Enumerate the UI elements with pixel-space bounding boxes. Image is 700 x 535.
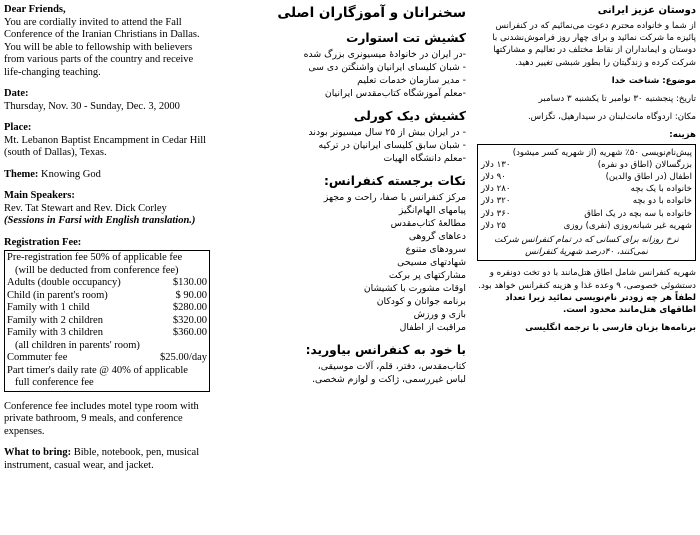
fee-row: خانواده با سه بچه در یک اطاق ۳۶۰ دلار: [481, 208, 692, 219]
bring-value: Bible, notebook, pen, musical instrument, casual wear, and jacket.: [4, 447, 200, 471]
farsi-place: مکان: اردوگاه مانت‌لبنان در سیدارهیل، تگزاس.: [527, 112, 696, 123]
highlights-title: نکات برجسته کنفرانس:: [324, 174, 466, 188]
farsi-date: تاریخ: پنجشنبه ۳۰ نوامبر تا یکشنبه ۳ دسامبر: [538, 94, 696, 105]
english-column: [4, 4, 210, 472]
bring-title: با خود به کنفرانس بیاورید:: [305, 343, 466, 357]
children-note: (all children in parents' room): [15, 339, 140, 351]
speakers-label: Main Speakers:: [4, 190, 75, 201]
date-section: [4, 88, 210, 113]
fee-row: اطفال (در اطاق والدین) ۹۰ دلار: [481, 172, 692, 183]
registration-section: [4, 237, 210, 392]
fee-table: [4, 250, 210, 392]
commuter-row: Commuter fee $25.00/day: [7, 352, 207, 363]
farsi-fee-table: [477, 144, 696, 262]
list-item: پیامهای الهام‌انگیز: [398, 205, 466, 216]
theme-label: Theme:: [4, 168, 39, 180]
place-section: [4, 122, 210, 160]
list-item: -معلم دانشگاه الهیات: [383, 153, 466, 164]
bring-line: کتاب‌مقدس، دفتر، قلم، آلات موسیقی،: [317, 361, 466, 372]
list-item: -در ایران در خانوادهٔ میسیونری بزرگ شده: [303, 49, 466, 60]
list-item: - مدیر سازمان خدمات تعلیم: [357, 75, 466, 86]
place-value: Mt. Lebanon Baptist Encampment in Cedar Hill (south of Dallas), Texas.: [4, 134, 207, 158]
registration-label: Registration Fee:: [4, 236, 82, 248]
theme-section: [4, 169, 210, 182]
list-item: - شبان کلیسای ایرانیان واشنگتن دی سی: [308, 62, 466, 73]
speakers-section: [4, 190, 210, 228]
speakers-note: (Sessions in Farsi with English translation.): [4, 215, 196, 226]
intro-text: You are cordially invited to attend the Fall Conference of the Iranian Christians in Dallas. You will be able to fellowship with believers from various parts of the country and receive life-changing teaching.: [4, 16, 200, 78]
fee-row: Family with 1 child $280.00: [7, 302, 207, 313]
speaker2-name: کشیش دیک کورلی: [353, 109, 466, 123]
speaker1-name: کشیش تت استوارت: [346, 31, 466, 45]
part-timer-line2: full conference fee: [15, 377, 94, 388]
farsi-urgent: لطفاً هر چه زودتر نام‌نویسی نمائید زیرا تعداد اطاقهای هتل‌مانند محدود است.: [505, 292, 696, 316]
list-item: - شبان سابق کلیسای ایرانیان در ترکیه: [318, 140, 466, 151]
fee-row: بزرگسالان (اطاق دو نفره) ۱۳۰ دلار: [481, 159, 692, 170]
fee-row: Family with 3 children $360.00: [7, 327, 207, 338]
farsi-theme: موضوع: شناخت خدا: [611, 75, 696, 86]
fee-row: Family with 2 children $320.00: [7, 314, 207, 326]
speakers-column: [246, 4, 466, 386]
list-item: دعاهای گروهی: [408, 231, 466, 242]
pre-registration-line1: Pre-registration fee 50% of applicable fee: [7, 252, 183, 263]
fee-row: شهریه غیر شبانه‌روزی (نفری) روزی ۲۵ دلار: [481, 220, 692, 231]
theme-value: Knowing God: [41, 168, 101, 180]
pre-registration-line2: (will be deducted from conference fee): [15, 264, 179, 276]
place-label: Place:: [4, 122, 32, 133]
farsi-includes: شهریه کنفرانس شامل اطاق هتل‌مانند با دو تخت دونفره و دستشوئی خصوصی، ۹ وعده غذا و هزینه کنفرانس خواهد بود.: [478, 268, 696, 291]
speakers-value: Rev. Tat Stewart and Rev. Dick Corley: [4, 202, 167, 214]
fee-row: خانواده با یک بچه ۲۸۰ دلار: [481, 184, 692, 195]
list-item: بازی و ورزش: [413, 309, 466, 320]
farsi-fee-note: نرخ روزانه برای کسانی که در تمام کنفرانس شرکت نمی‌کنند، ۴۰درصد شهریهٔ کنفرانس: [494, 235, 679, 258]
farsi-fee-pre: پیش‌نام‌نویسی ۵۰٪ شهریه (از شهریه کسر میشود): [512, 147, 692, 158]
farsi-intro: از شما و خانواده محترم دعوت می‌نمائیم که در کنفرانس پائیزه ما شرکت نمائید و برای چهار روز فراموش‌نشدنی با دوستان و ایمانداران از نقاط مختلف در تعالیم و مشارکتها شرکت کرده و زندگیتان را بطور شبشی تغییر دهید.: [492, 21, 696, 68]
part-timer-line1: Part timer's daily rate @ 40% of applicable: [7, 364, 188, 376]
farsi-program-language: برنامه‌ها بزبان فارسی با ترجمه انگلیسی: [525, 323, 696, 334]
bring-label: What to bring:: [4, 447, 72, 458]
conference-includes: Conference fee includes motel type room with private bathroom, 9 meals, and conference expenses.: [4, 400, 199, 437]
bring-line: لباس غیررسمی، ژاکت و لوازم شخصی.: [312, 374, 466, 385]
farsi-info-column: [477, 4, 696, 334]
fee-row: Child (in parent's room) $ 90.00: [7, 289, 207, 301]
list-item: -معلم آموزشگاه کتاب‌مقدس ایرانیان: [324, 88, 466, 99]
list-item: اوقات مشورت با کشیشان: [363, 283, 466, 294]
list-item: سرودهای متنوع: [405, 244, 466, 255]
farsi-fee-title: هزینه:: [669, 130, 696, 141]
date-label: Date:: [4, 88, 29, 99]
list-item: مرکز کنفرانس با صفا، راحت و مجهز: [323, 192, 466, 203]
list-item: مطالعهٔ کتاب‌مقدس: [390, 218, 466, 229]
list-item: مراقبت از اطفال: [399, 322, 466, 333]
list-item: شهادتهای مسیحی: [397, 257, 466, 268]
farsi-greeting: دوستان عزیز ایرانی: [597, 5, 696, 16]
fee-row: خانواده با دو بچه ۳۲۰ دلار: [481, 196, 692, 207]
list-item: مشارکتهای پر برکت: [388, 270, 466, 281]
speakers-title: سخنرانان و آموزگاران اصلی: [277, 5, 466, 21]
fee-row: Adults (double occupancy) $130.00: [7, 277, 207, 288]
date-value: Thursday, Nov. 30 - Sunday, Dec. 3, 2000: [4, 100, 180, 112]
greeting: Dear Friends,: [4, 4, 66, 15]
includes-section: [4, 401, 210, 439]
list-item: برنامه جوانان و کودکان: [376, 296, 466, 307]
list-item: - در ایران بیش از ۲۵ سال میسیونر بودند: [308, 127, 466, 138]
bring-section: [4, 447, 210, 472]
